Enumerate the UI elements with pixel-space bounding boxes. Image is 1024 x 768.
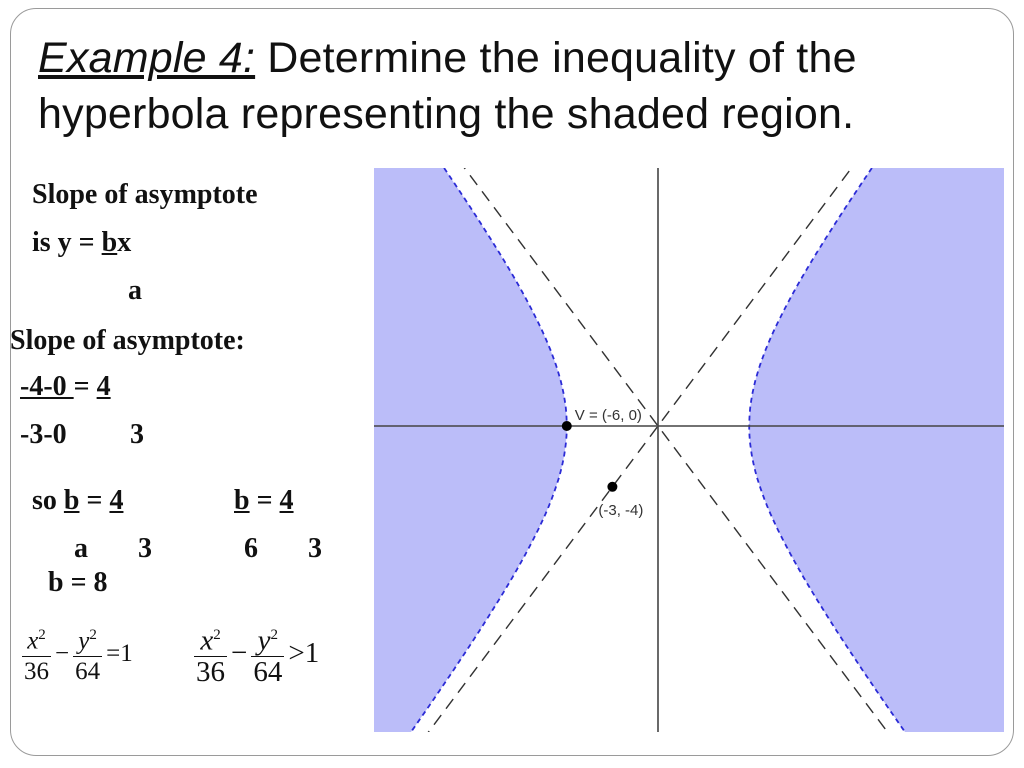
note-slope-x: x: [117, 227, 132, 258]
b-right-3: 3: [308, 533, 322, 564]
vertex-point: [562, 421, 572, 431]
eq1-den1: 36: [24, 658, 49, 686]
so-b: b: [63, 485, 80, 516]
hyperbola-graph: [374, 168, 1004, 732]
b-right-6: 6: [244, 533, 258, 564]
calc-num-result: 4: [96, 371, 111, 402]
note-slope-line2: [32, 226, 131, 260]
so-word: so: [32, 485, 64, 516]
eq2-y-exp: 2: [270, 627, 279, 643]
eq1-y-exp: 2: [89, 627, 97, 643]
point-label: (-3, -4): [598, 501, 644, 519]
eq2-y: y: [257, 624, 271, 657]
asymptote-point: [607, 482, 617, 492]
slide-title: [38, 30, 998, 142]
b-right-4: 4: [279, 485, 294, 516]
b-right-eq: =: [249, 485, 280, 516]
calc-line1: [20, 370, 111, 404]
eq2-rhs: >1: [288, 636, 320, 669]
b-right-b: b: [234, 485, 250, 516]
note-slope-label: Slope of asymptote:: [10, 325, 245, 356]
note-slope-line1: Slope of asymptote: [32, 179, 258, 210]
eq1-y: y: [78, 627, 90, 655]
calc-num: -4-0: [20, 371, 74, 402]
so-line: [32, 484, 123, 518]
calc-eq: =: [73, 371, 97, 402]
eq1-rhs: =1: [106, 639, 133, 667]
note-slope-a: a: [128, 275, 142, 306]
eq2-den1: 36: [196, 655, 225, 688]
title-lead: Example 4:: [38, 34, 256, 82]
eq1-x-exp: 2: [38, 627, 46, 643]
eq2-x-exp: 2: [213, 627, 221, 643]
title-text: Determine the inequality of the hyperbola representing the shaded region.: [38, 34, 857, 138]
b-result: b = 8: [48, 567, 108, 598]
note-slope-b: b: [101, 227, 118, 258]
so-a: a: [74, 533, 88, 564]
note-slope-prefix: is y =: [32, 227, 102, 258]
b-right-line: [234, 484, 294, 518]
eq1-den2: 64: [75, 658, 101, 686]
eq2-op: −: [231, 636, 248, 669]
so-4: 4: [109, 485, 124, 516]
eq2-x: x: [200, 624, 214, 657]
calc-den: -3-0: [20, 419, 67, 450]
eq1-op: −: [55, 639, 70, 667]
shaded-region-left: [374, 168, 567, 732]
vertex-label: V = (-6, 0): [574, 407, 642, 424]
equation-1: [22, 620, 137, 687]
equation-2: [194, 620, 323, 687]
eq2-den2: 64: [253, 655, 283, 688]
so-3: 3: [138, 533, 152, 564]
calc-den-result: 3: [130, 419, 144, 450]
so-eq: =: [79, 485, 110, 516]
eq1-x: x: [27, 627, 39, 655]
